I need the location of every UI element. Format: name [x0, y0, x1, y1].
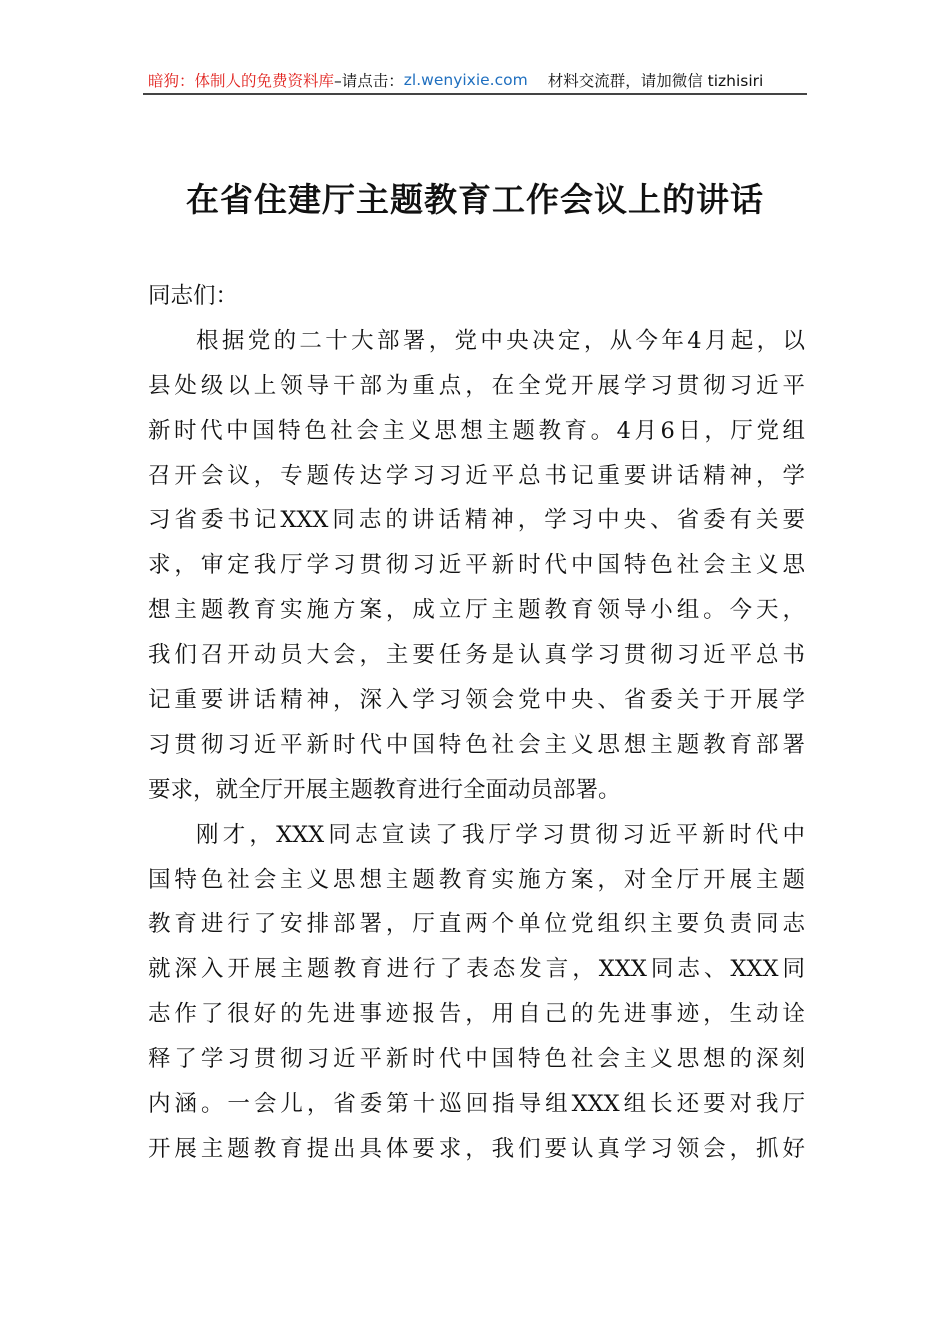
group-note: 材料交流群，请加微信 tizhisiri: [547, 72, 764, 90]
text-line: 根据党的二十大部署，党中央决定，从今年4月起，以: [196, 327, 805, 354]
text-line: 召开会议，专题传达学习习近平总书记重要讲话精神，学: [148, 462, 805, 489]
text-line: 国特色社会主义思想主题教育实施方案，对全厅开展主题: [148, 866, 805, 893]
text-line: 习省委书记XXX同志的讲话精神，学习中央、省委有关要: [148, 507, 805, 534]
watermark-header: [148, 68, 805, 92]
text-line: 县处级以上领导干部为重点，在全党开展学习贯彻习近平: [148, 372, 805, 399]
text-line: 开展主题教育提出具体要求，我们要认真学习领会，抓好: [148, 1135, 805, 1162]
text-line: 我们召开动员大会，主要任务是认真学习贯彻习近平总书: [148, 642, 805, 669]
salutation: 同志们：: [148, 283, 239, 309]
text-line: 内涵。一会儿，省委第十巡回指导组XXX组长还要对我厅: [148, 1091, 805, 1118]
text-line: 释了学习贯彻习近平新时代中国特色社会主义思想的深刻: [148, 1046, 805, 1073]
text-line: 习贯彻习近平新时代中国特色社会主义思想主题教育部署: [148, 731, 805, 758]
click-prompt: –请点击：: [334, 72, 404, 90]
text-line: 志作了很好的先进事迹报告，用自己的先进事迹，生动诠: [148, 1001, 805, 1028]
text-line: 要求，就全厅开展主题教育进行全面动员部署。: [148, 776, 621, 803]
document-title: 在省住建厅主题教育工作会议上的讲话: [186, 180, 764, 219]
text-line: 教育进行了安排部署，厅直两个单位党组织主要负责同志: [148, 911, 805, 938]
text-line: 想主题教育实施方案，成立厅主题教育领导小组。今天，: [148, 597, 805, 624]
site-link[interactable]: zl.wenyixie.com: [403, 71, 528, 89]
document-body: [148, 274, 805, 1172]
text-line: 就深入开展主题教育进行了表态发言，XXX同志、XXX同: [148, 956, 805, 983]
text-line: 求，审定我厅学习贯彻习近平新时代中国特色社会主义思: [148, 552, 805, 579]
brand-text: 暗狗：体制人的免费资料库: [148, 72, 335, 90]
text-line: 记重要讲话精神，深入学习领会党中央、省委关于开展学: [148, 687, 805, 714]
header-divider: [143, 93, 807, 95]
text-line: 刚才，XXX同志宣读了我厅学习贯彻习近平新时代中: [196, 821, 805, 848]
text-line: 新时代中国特色社会主义思想主题教育。4月6日，厅党组: [148, 417, 805, 444]
